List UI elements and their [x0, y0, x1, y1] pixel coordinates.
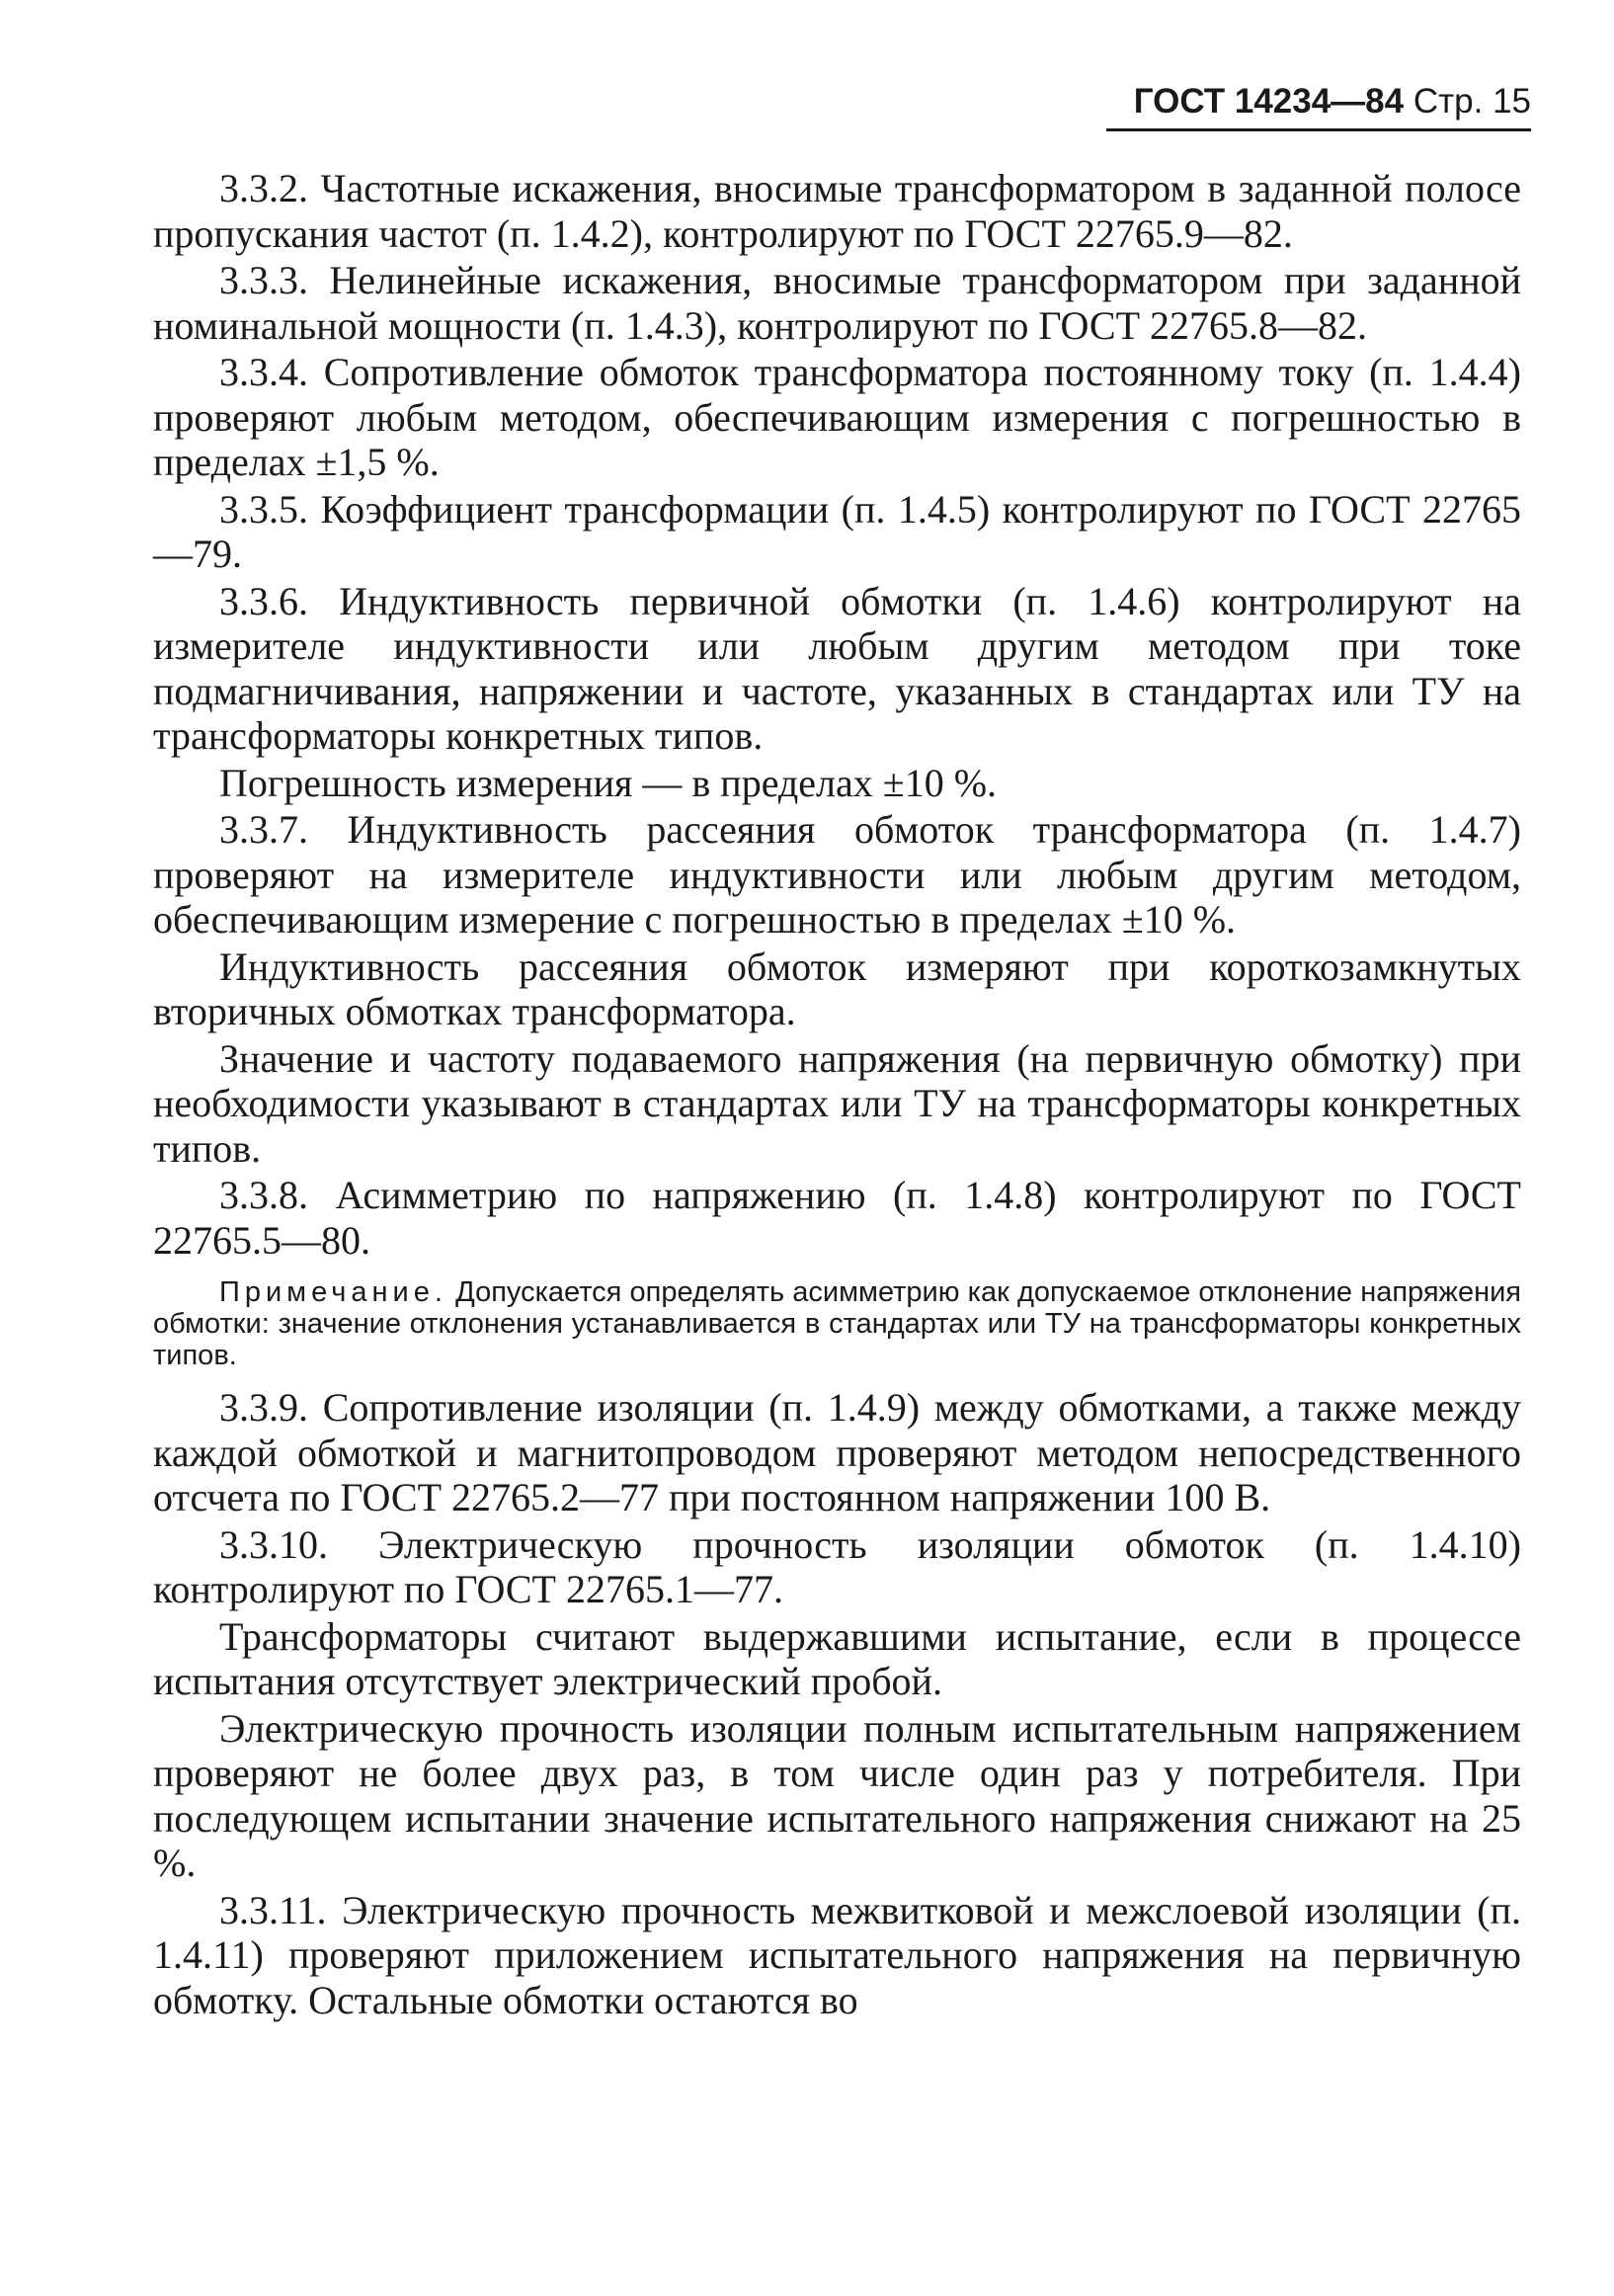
clause-3-3-7-measurement: Индуктивность рассеяния обмоток измеряют при короткозамкнутых вторичных обмотках трансформатора.	[153, 943, 1521, 1033]
clause-3-3-6: 3.3.6. Индуктивность первичной обмотки (п. 1.4.6) контролируют на измерителе индуктивности или любым другим методом при токе подмагничивания, напряжении и частоте, указанных в стандартах или ТУ на трансформаторы конкретных типов.	[153, 578, 1521, 758]
clause-3-3-6-accuracy: Погрешность измерения — в пределах ±10 %.	[219, 760, 998, 805]
clause-3-3-3: 3.3.3. Нелинейные искажения, вносимые трансформатором при заданной номинальной мощности (п. 1.4.3), контролируют по ГОСТ 22765.8—82.	[153, 258, 1521, 348]
note-text: Допускается определять асимметрию как допускаемое отклонение напряжения обмотки: значение отклонения устанавливается в стандартах или ТУ на трансформаторы конкретных типов.	[153, 1276, 1522, 1371]
clause-3-3-7: 3.3.7. Индуктивность рассеяния обмоток трансформатора (п. 1.4.7) проверяют на измерителе индуктивности или любым другим методом, обеспечивающим измерение с погрешностью в пределах ±10 %.	[153, 807, 1521, 942]
page-header	[1106, 77, 1531, 131]
note-label: Примечание.	[219, 1276, 447, 1308]
clause-3-3-4: 3.3.4. Сопротивление обмоток трансформатора постоянному току (п. 1.4.4) проверяют любым методом, обеспечивающим измерения с погрешностью в пределах ±1,5 %.	[153, 350, 1521, 484]
clause-3-3-10-criteria: Трансформаторы считают выдержавшими испытание, если в процессе испытания отсутствует электрический пробой.	[153, 1613, 1521, 1703]
note	[153, 1276, 1521, 1371]
clause-3-3-10-repeat: Электрическую прочность изоляции полным испытательным напряжением проверяют не более двух раз, в том числе один раз у потребителя. При последующем испытании значение испытательного напряжения снижают на 25 %.	[153, 1705, 1521, 1885]
clause-3-3-5: 3.3.5. Коэффициент трансформации (п. 1.4.5) контролируют по ГОСТ 22765—79.	[153, 486, 1521, 576]
clause-3-3-2: 3.3.2. Частотные искажения, вносимые трансформатором в заданной полосе пропускания частот (п. 1.4.2), контролируют по ГОСТ 22765.9—82.	[153, 166, 1521, 256]
document-body	[153, 166, 1521, 2024]
standard-number: ГОСТ 14234—84	[1133, 82, 1405, 121]
clause-3-3-10: 3.3.10. Электрическую прочность изоляции обмоток (п. 1.4.10) контролируют по ГОСТ 22765.1—77.	[153, 1521, 1521, 1611]
page-number: Стр. 15	[1412, 82, 1531, 121]
clause-3-3-7-voltage: Значение и частоту подаваемого напряжения (на первичную обмотку) при необходимости указывают в стандартах или ТУ на трансформаторы конкретных типов.	[153, 1035, 1521, 1171]
clause-3-3-11: 3.3.11. Электрическую прочность межвитковой и межслоевой изоляции (п. 1.4.11) проверяют приложением испытательного напряжения на первичную обмотку. Остальные обмотки остаются во	[153, 1887, 1521, 2022]
clause-3-3-9: 3.3.9. Сопротивление изоляции (п. 1.4.9) между обмотками, а также между каждой обмоткой и магнитопроводом проверяют методом непосредственного отсчета по ГОСТ 22765.2—77 при постоянном напряжении 100 В.	[153, 1385, 1521, 1519]
clause-3-3-8: 3.3.8. Асимметрию по напряжению (п. 1.4.8) контролируют по ГОСТ 22765.5—80.	[153, 1173, 1521, 1263]
